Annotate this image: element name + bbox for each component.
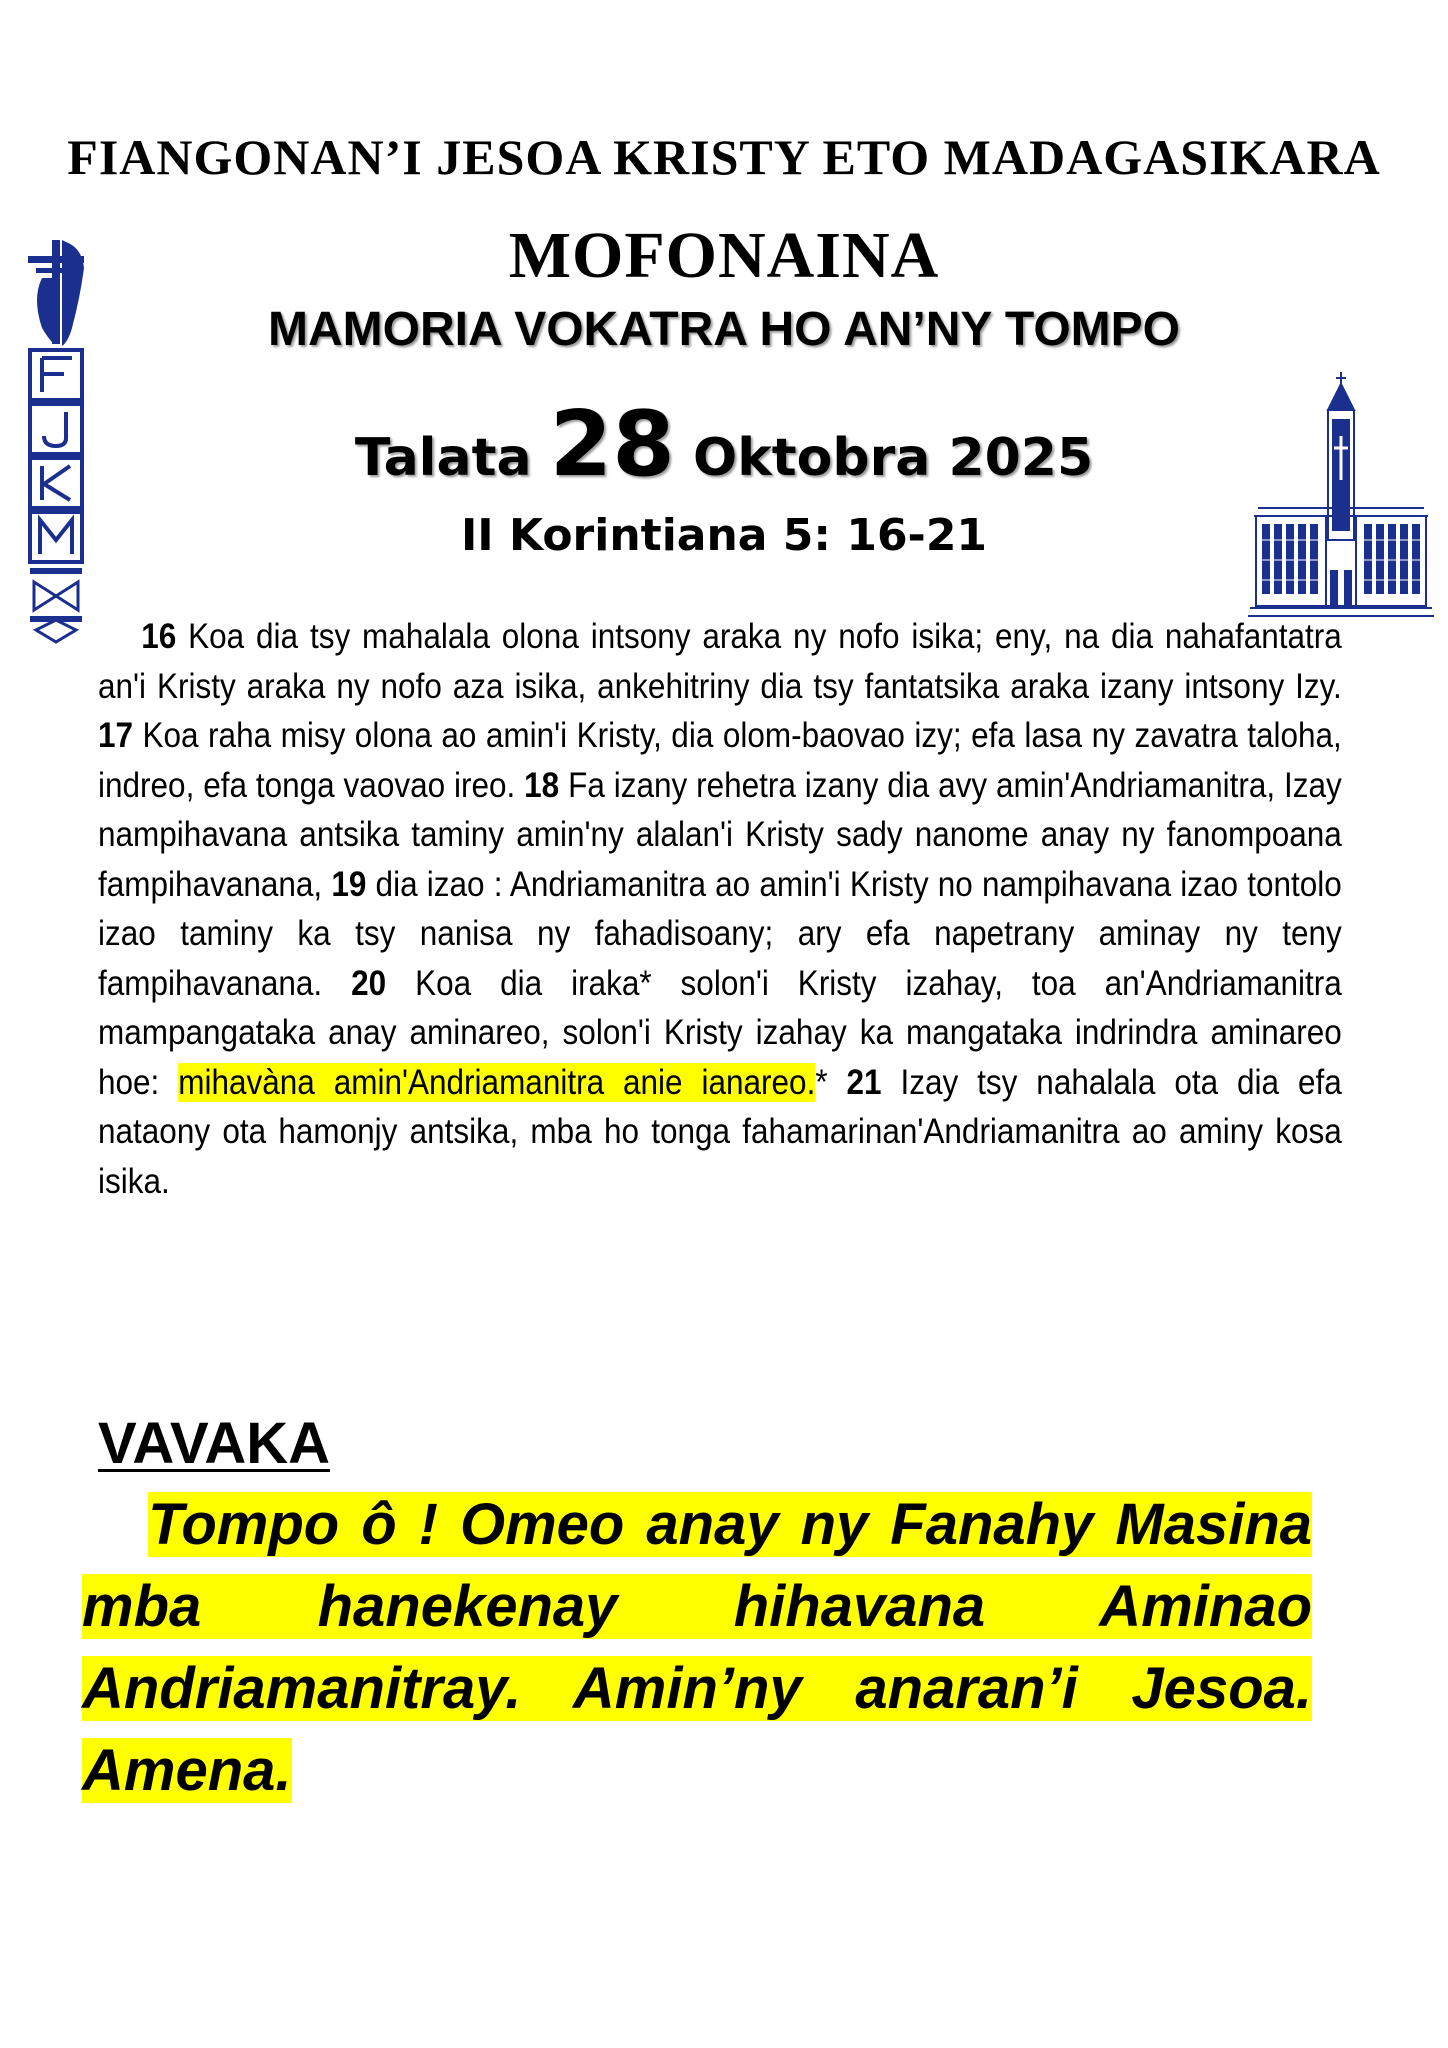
verse-footnote-mark: * (815, 1062, 847, 1102)
bible-reference: II Korintiana 5: 16-21 (460, 510, 988, 561)
verse-number: 19 (331, 864, 367, 904)
date-line (0, 390, 1448, 513)
highlighted-verse-text: mihavàna amin'Andriamanitra anie ianareo. (178, 1062, 816, 1102)
verse-text: dia izao : Andriamanitra ao amin'i Kristy no nampihavana izao tontolo izao taminy ka tsy nanisa ny fahadisoany; ary efa napetrany aminay ny teny fampihavanana. (98, 864, 1342, 1003)
prayer-heading: VAVAKA (98, 1411, 330, 1476)
prayer-text: Tompo ô ! Omeo anay ny Fanahy Masina mba hanekenay hihavana Aminao Andriamanitray. Amin’ny anaran’i Jesoa. Amena. (82, 1492, 1313, 1803)
verse-number: 21 (846, 1062, 882, 1102)
page-subtitle: MAMORIA VOKATRA HO AN’NY TOMPO (268, 303, 1180, 356)
verse-text: Fa izany rehetra izany dia avy amin'Andriamanitra, Izay nampihavana antsika taminy amin'ny alalan'i Kristy sady nanome anay ny fanompoana fampihavanana, (98, 765, 1342, 904)
church-name: FIANGONAN’I JESOA KRISTY ETO MADAGASIKARA (67, 129, 1381, 185)
page-title: MOFONAINA (508, 219, 940, 292)
verse-text: Koa dia iraka* solon'i Kristy izahay, toa an'Andriamanitra mampangataka anay aminareo, solon'i Kristy izahay ka mangataka indrindra aminareo hoe: (98, 963, 1342, 1102)
date-month-year: Oktobra 2025 (693, 428, 1094, 488)
verse-text: Izay tsy nahalala ota dia efa nataony ota hamonjy antsika, mba ho tonga fahamarinan'Andriamanitra ao aminy kosa isika. (98, 1062, 1342, 1201)
prayer-body (82, 1484, 1312, 1812)
scripture-paragraph (98, 612, 1342, 1206)
verse-number: 16 (141, 617, 177, 656)
verse-number: 17 (98, 716, 134, 755)
verse-number: 18 (524, 765, 560, 805)
verse-text: Koa dia tsy mahalala olona intsony araka ny nofo isika; eny, na dia nahafantatra an'i Kristy araka ny nofo aza isika, ankehitriny dia tsy fantatsika araka izany intsony Izy. (98, 617, 1342, 706)
scripture-passage (98, 612, 1342, 1206)
verse-number: 20 (351, 963, 387, 1003)
date-weekday: Talata (354, 428, 532, 488)
date-day: 28 (549, 392, 675, 497)
verse-text: Koa raha misy olona ao amin'i Kristy, dia olom-baovao izy; efa lasa ny zavatra taloha, indreo, efa tonga vaovao ireo. (98, 716, 1342, 805)
